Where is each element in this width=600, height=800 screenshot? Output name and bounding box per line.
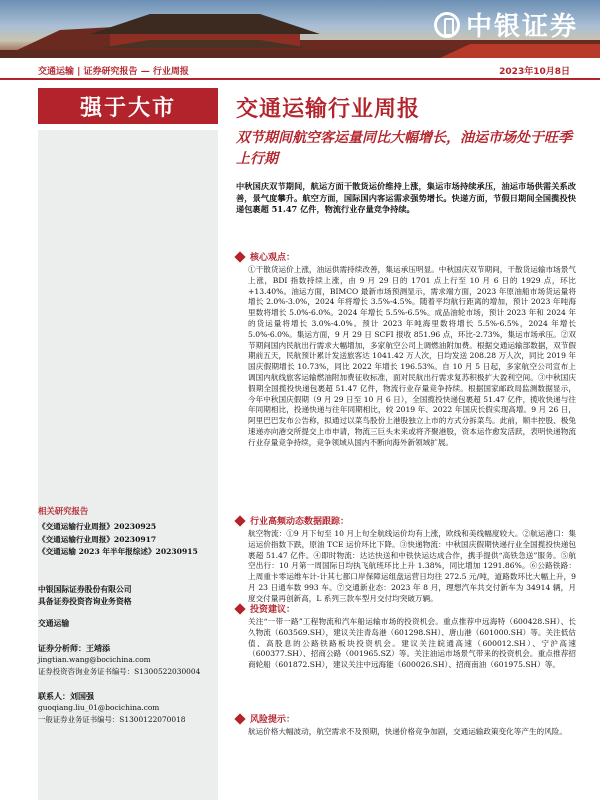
analyst-cert: 证券投资咨询业务证书编号：S1300522030004 [38, 667, 201, 676]
core-paragraph: ①干散货运价上涨，油运供需持续改善，集运承压明显。中秋国庆双节期间，干散货运输市场景气上涨，BDI 指数持续上涨，由 9 月 29 日的 1701 点上行至 10 月 6 日的 1929 点，环比+13.40%。油运方面，BIMCO 最新市场预测显示，需求端方面，2023 年原油船市场货运量将增长 2.0%-3.0%，2024 年将增长 3.5%-4.5%。随着平均航行距离的增加，预计 2023 年吨海里数将增长 5.0%-6.0%。2024 年增长 5.5%-6.5%。成品油轮市场，预计 2023 年和 2024 年的货运量将增长 3.0%-4.0%。预计 2023 年吨海里数将增长 5.5%-6.5%，2024 年增长 5.0%-6.0%。集运方面，9 月 29 日 SCFI 报收 851.96 点，环比-2.73%，集运市场承压。②双节期间国内民航出行需求大幅增加，多家航空公司上调燃油附加费。根据交通运输部数据，双节假期前五天，民航预计累计发送旅客达 1041.42 万人次，日均发送 208.28 万人次，同比 2019 年国庆假期增长 10.73%，同比 2022 年增长 196.53%。自 10 月 5 日起，多家航空公司宣布上调国内航线旅客运输燃油附加费征收标准，面对民航出行需求复苏积极扩大盈利空间。③中秋国庆假期全国揽投快递包裹超 51.47 亿件，物流行业存量竞争持续。根据国家邮政局监测数据显示，今年中秋国庆假期（9 月 29 日至 10 月 6 日），全国揽投快递包裹超 51.47 亿件，揽收快递与往年同期相比，投递快递与往年同期相比，较 2019 年、2022 年国庆长假实现高增。9 月 26 日，阿里巴巴发布公告称，拟通过以菜鸟股份上港股独立上市的方式分拆菜鸟。此前，顺丰控股、极兔速递亦向港交所提交上市申请，物流三巨头未来或将齐聚港股，资本运作愈发活跃，表明快递物流行业存量竞争持续，竞争领域从国内不断向海外新领域扩展。 [248, 265, 576, 447]
contact-card [38, 690, 218, 726]
bullet-icon [234, 713, 245, 724]
sector-label: 交通运输 [38, 619, 70, 628]
risk-paragraph: 航运价格大幅波动，航空需求不及预期，快递价格竞争加剧，交通运输政策变化等产生的风险。 [248, 727, 567, 736]
section-core [236, 249, 295, 264]
logo-icon [434, 12, 460, 38]
bullet-icon [234, 515, 245, 526]
report-category: 交通运输 | 证券研究报告 — 行业周报 [38, 67, 189, 77]
analyst-email[interactable]: jingtian.wang@bocichina.com [38, 655, 151, 664]
data-paragraph: 航空物流：①9 月下旬至 10 月上旬全航线运价均有上涨，欧线和美线幅度较大。②航运港口：集运运价指数下跌，原油 TCE 运价环比下降。③快递物流：中秋国庆假期快递行业全国揽投快递包裹超 51.47 亿件。④即时物流：达达快送和中铁快运达成合作，携手提供“高铁急送”服务。⑤航空出行：10 月第一周国际日均执飞航班环比上升 1.38%，同比增加 1291.86%。⑥公路铁路：上周重卡零运维车计-计其七都口岸保障运组盘运营日均往 272.5 元/吨，道路数环比大幅上升，9 月 23 日通车数 993 车。⑦交通新业态：2023 年 8 月，理想汽车共交付新车为 34914 辆，月度交付量再创新高，L 系列三款车型月交付均突破万辆。 [248, 529, 576, 603]
logo-text: 中银证券 [465, 12, 578, 42]
institution: 中银国际证券股份有限公司 具备证券投资咨询业务资格 [38, 585, 132, 606]
related-list [38, 521, 218, 559]
rating-badge: 强于大市 [38, 88, 218, 124]
section-core-title: 核心观点： [250, 253, 296, 263]
section-invest-title: 投资建议： [250, 605, 296, 615]
related-item[interactable]: 《交通运输行业周报》20230925 [38, 522, 157, 531]
bullet-icon [234, 251, 245, 262]
invest-paragraph: 关注“一带一路”工程物流和汽车船运输市场的投资机会。重点推荐中远海特（600428.SH）、长久物流（603569.SH），建议关注青岛港（601298.SH）、唐山港（601000.SH）等。关注低估值、高股息的公路铁路板块投资机会。建议关注皖通高速（600012.SH）、宁沪高速（600377.SH）、招商公路（001965.SZ）等。关注油运市场景气带来的投资机会。重点推荐招商轮船（601872.SH），建议关注中远海能（600026.SH）、招商南油（601975.SH）等。 [248, 617, 576, 670]
header-banner [0, 0, 600, 58]
analyst-name: 证券分析师：王靖添 [38, 643, 110, 653]
contact-name: 联系人：刘国强 [38, 691, 94, 701]
related-title: 相关研究报告 [38, 506, 89, 516]
analyst-card [38, 642, 218, 678]
company-logo [434, 6, 578, 43]
report-subtitle: 双节期间航空客运量同比大幅增长，油运市场处于旺季上行期 [236, 130, 572, 167]
summary: 中秋国庆双节期间，航运方面干散货运价维持上涨，集运市场持续承压，油运市场供需关系改善，景气度攀升。航空方面，国际国内客运需求强势增长。快递方面，节假日期间全国揽投快递包裹超 51.47 亿件，物流行业存量竞争持续。 [236, 181, 576, 214]
section-invest [236, 601, 295, 616]
contact-cert: 一般证券业务证书编号：S1300122070018 [38, 715, 186, 724]
report-title: 交通运输行业周报 [236, 97, 421, 122]
section-data-title: 行业高频动态数据跟踪： [250, 517, 350, 527]
section-data [236, 513, 349, 528]
meta-bar [0, 62, 600, 80]
contact-email[interactable]: guoqiang.liu_01@bocichina.com [38, 703, 160, 712]
related-item[interactable]: 《交通运输 2023 年半年报综述》20230915 [38, 547, 198, 556]
section-risk [236, 711, 295, 726]
bullet-icon [234, 603, 245, 614]
related-item[interactable]: 《交通运输行业周报》20230917 [38, 534, 157, 544]
report-date: 2023年10月8日 [499, 67, 570, 77]
section-risk-title: 风险提示： [250, 715, 296, 725]
